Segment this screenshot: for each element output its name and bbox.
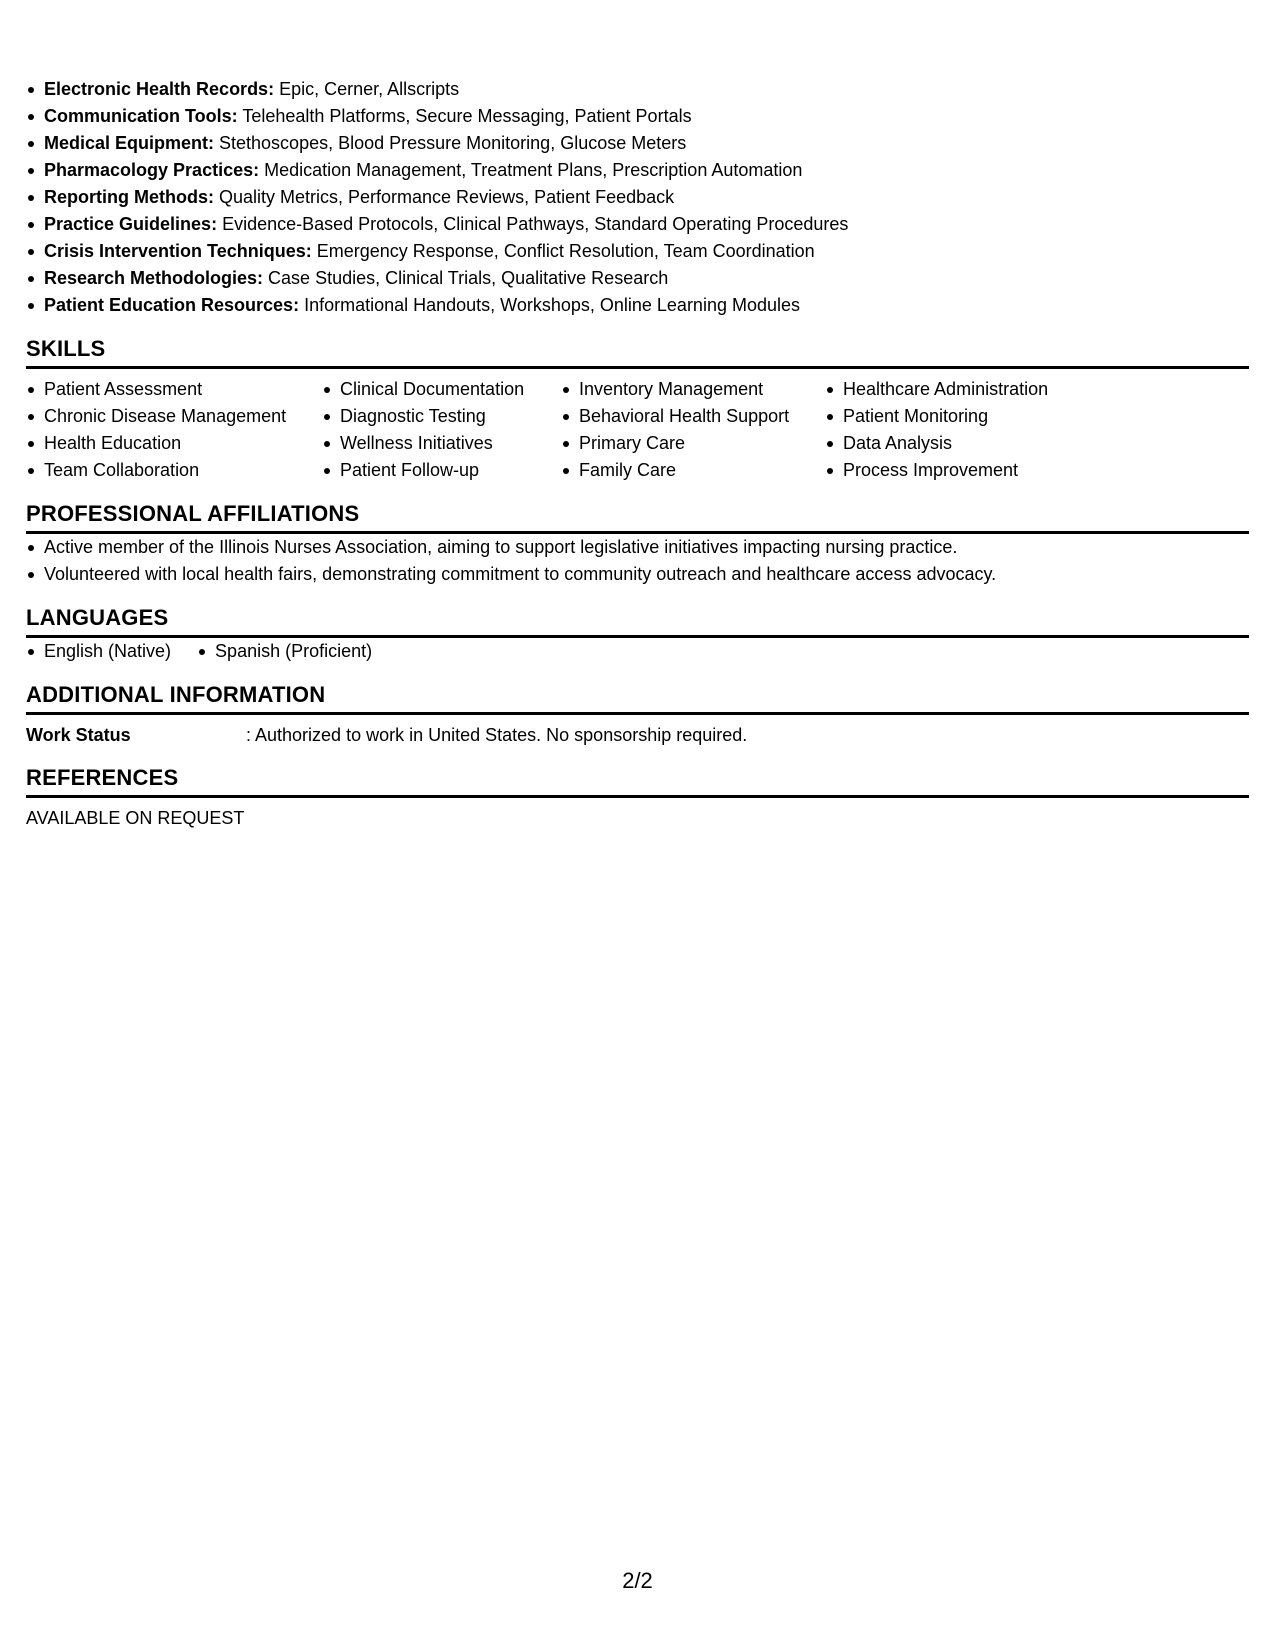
skill-item: Patient Follow-up [322,457,537,484]
affiliation-item: Volunteered with local health fairs, demonstrating commitment to community outreach and healthcare access advocacy. [26,561,1249,588]
skill-item: Team Collaboration [26,457,298,484]
language-item: Spanish (Proficient) [197,638,372,665]
item-key: Crisis Intervention Techniques: [44,241,312,261]
item-value: Informational Handouts, Workshops, Online Learning Modules [299,295,801,315]
skill-item: Behavioral Health Support [561,403,801,430]
affiliation-item: Active member of the Illinois Nurses Association, aiming to support legislative initiatives impacting nursing practice. [26,534,1249,561]
references-text: AVAILABLE ON REQUEST [26,808,245,828]
skill-item: Inventory Management [561,376,801,403]
item-value: Emergency Response, Conflict Resolution, Team Coordination [311,241,815,261]
skills-heading: SKILLS [26,335,1249,369]
item-key: Patient Education Resources: [44,295,300,315]
additional-heading: ADDITIONAL INFORMATION [26,681,1249,715]
item-value: Telehealth Platforms, Secure Messaging, Patient Portals [237,106,692,126]
item-key: Reporting Methods: [44,187,214,207]
list-item [26,76,1249,103]
list-item [26,103,1249,130]
skills-column [26,376,298,484]
skills-column [322,376,537,484]
resume-page [26,76,1249,831]
skill-item: Healthcare Administration [825,376,1085,403]
skills-column [825,376,1085,484]
item-value: Stethoscopes, Blood Pressure Monitoring, Glucose Meters [214,133,687,153]
list-item [26,157,1249,184]
skill-item: Process Improvement [825,457,1085,484]
affiliations-heading: PROFESSIONAL AFFILIATIONS [26,500,1249,534]
list-item [26,184,1249,211]
skill-item: Chronic Disease Management [26,403,298,430]
skill-item: Health Education [26,430,298,457]
work-status-row [26,722,1249,748]
work-status-value: : Authorized to work in United States. No sponsorship required. [246,725,748,745]
item-key: Medical Equipment: [44,133,215,153]
skills-section [26,335,1249,484]
list-item [26,211,1249,238]
list-item [26,265,1249,292]
skill-item: Family Care [561,457,801,484]
work-status-label: Work Status [26,725,131,745]
skill-item: Diagnostic Testing [322,403,537,430]
list-item [26,130,1249,157]
languages-heading: LANGUAGES [26,604,1249,638]
page-number: 2/2 [622,1568,653,1593]
item-value: Epic, Cerner, Allscripts [274,79,460,99]
list-item [26,292,1249,319]
skill-item: Clinical Documentation [322,376,537,403]
skill-item: Primary Care [561,430,801,457]
skill-item: Data Analysis [825,430,1085,457]
skills-column [561,376,801,484]
skill-item: Wellness Initiatives [322,430,537,457]
languages-list [26,638,1249,665]
skills-grid [26,376,1249,484]
affiliations-section [26,500,1249,588]
item-key: Communication Tools: [44,106,238,126]
list-item [26,238,1249,265]
item-key: Research Methodologies: [44,268,264,288]
references-section [26,764,1249,831]
affiliations-list [26,534,1249,588]
item-key: Pharmacology Practices: [44,160,260,180]
tools-list [26,76,1249,319]
item-value: Evidence-Based Protocols, Clinical Pathways, Standard Operating Procedures [217,214,849,234]
item-value: Quality Metrics, Performance Reviews, Patient Feedback [213,187,675,207]
item-value: Medication Management, Treatment Plans, Prescription Automation [259,160,803,180]
skill-item: Patient Assessment [26,376,298,403]
languages-section [26,604,1249,665]
additional-section [26,681,1249,748]
item-key: Practice Guidelines: [44,214,218,234]
skill-item: Patient Monitoring [825,403,1085,430]
item-value: Case Studies, Clinical Trials, Qualitative Research [263,268,669,288]
language-item: English (Native) [26,638,171,665]
item-key: Electronic Health Records: [44,79,275,99]
references-heading: REFERENCES [26,764,1249,798]
